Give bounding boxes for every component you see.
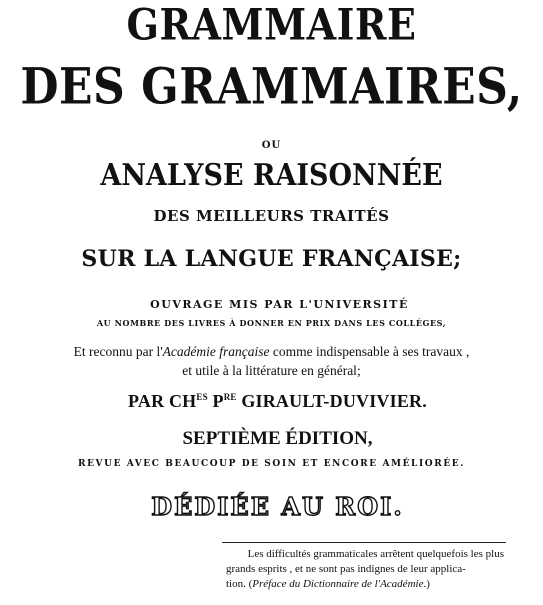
- academy-line-2: et utile à la littérature en général;: [182, 363, 361, 378]
- approval-line-2: AU NOMBRE DES LIVRES À DONNER EN PRIX DANS LES COLLÉGES,: [96, 318, 447, 328]
- subtitle-line-2: DES MEILLEURS TRAITÉS: [153, 207, 390, 225]
- title-line-1: GRAMMAIRE: [126, 0, 417, 50]
- edition: SEPTIÈME ÉDITION,: [182, 428, 373, 449]
- author-name: GIRAULT-DUVIVIER.: [236, 391, 427, 411]
- epigraph-rule: [222, 542, 506, 543]
- academy-name: Académie française: [162, 344, 270, 359]
- author-sup-1: ES: [196, 392, 208, 402]
- approval-line-1: OUVRAGE MIS PAR L'UNIVERSITÉ: [150, 298, 409, 311]
- author-sup-2: RE: [223, 392, 237, 402]
- academy-line-1: [0, 344, 543, 360]
- author-line: [6, 391, 543, 412]
- author-by: PAR CH: [128, 391, 197, 411]
- academy-before: Et reconnu par l': [73, 344, 163, 359]
- epigraph-line-1: Les difficultés grammaticales arrêtent quelquefois les plus: [247, 548, 504, 560]
- revision-line: REVUE AVEC BEAUCOUP DE SOIN ET ENCORE AMÉLIORÉE.: [78, 459, 465, 469]
- author-mid: P: [207, 391, 224, 411]
- academy-after: comme indispensable à ses travaux ,: [269, 344, 470, 359]
- epigraph-line-2: grands esprits , et ne sont pas indignes de leur applica-: [226, 563, 466, 575]
- title-line-2: DES GRAMMAIRES,: [20, 58, 523, 117]
- subtitle-line-3: SUR LA LANGUE FRANÇAISE;: [81, 246, 462, 272]
- epigraph-line-3: [226, 578, 508, 590]
- conjunction: OU: [261, 140, 282, 151]
- subtitle-line-1: ANALYSE RAISONNÉE: [100, 158, 443, 193]
- epigraph-line-3-start: tion. (: [226, 578, 253, 590]
- epigraph-source: Préface du Dictionnaire de l'Académie: [252, 578, 424, 590]
- dedication: DÉDIÉE AU ROI.: [151, 492, 404, 521]
- epigraph-line-3-end: .): [423, 578, 430, 590]
